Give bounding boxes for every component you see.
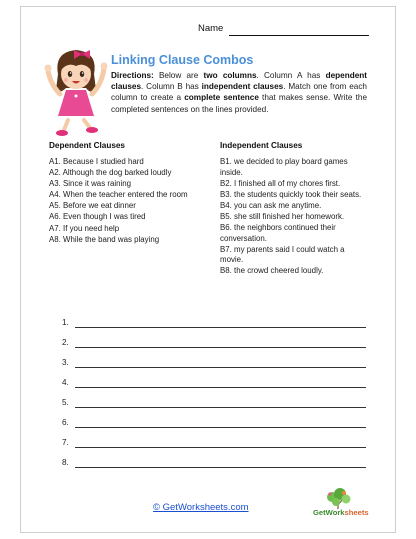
answer-line-2[interactable]	[62, 338, 366, 350]
clause-a6: A6. Even though I was tired	[49, 212, 146, 222]
dependent-clause-list	[49, 157, 219, 246]
clause-b2: B2. I finished all of my chores first.	[220, 178, 341, 188]
logo-word-1: GetWork	[313, 508, 345, 517]
directions-bold: independent clauses	[201, 82, 284, 92]
writing-line[interactable]	[75, 407, 366, 408]
directions-part: that makes sense. Write the completed sentences on the lines provided.	[111, 93, 367, 114]
answer-number: 2.	[62, 338, 69, 347]
directions-text	[111, 70, 367, 115]
writing-line[interactable]	[75, 327, 366, 328]
tree-logo-icon	[314, 487, 378, 527]
directions-part: . Column B has	[141, 82, 202, 92]
clause-a3: A3. Since it was raining	[49, 179, 132, 189]
writing-line[interactable]	[75, 387, 366, 388]
clause-a4: A4. When the teacher entered the room	[49, 190, 188, 200]
answer-line-6[interactable]	[62, 418, 366, 430]
answer-line-7[interactable]	[62, 438, 366, 450]
directions-part: . Column A has	[256, 71, 326, 80]
answer-number: 7.	[62, 438, 69, 447]
logo-wordmark	[313, 508, 369, 517]
directions-label: Directions:	[111, 71, 154, 80]
answer-number: 5.	[62, 398, 69, 407]
clause-a8: A8. While the band was playing	[49, 234, 160, 244]
name-line[interactable]	[229, 24, 369, 36]
writing-line[interactable]	[75, 367, 366, 368]
clause-a5: A5. Before we eat dinner	[49, 201, 136, 211]
answer-number: 6.	[62, 418, 69, 427]
directions-part: . Match one from each column to create a	[111, 82, 367, 103]
directions-part: Below are	[153, 71, 204, 80]
clause-b6: B6. the neighbors continued their conversation.	[220, 223, 336, 243]
column-a-heading: Dependent Clauses	[49, 141, 125, 150]
logo-word-2: sheets	[344, 508, 369, 517]
independent-clause-list	[220, 157, 362, 278]
answer-line-8[interactable]	[62, 458, 366, 470]
writing-line[interactable]	[75, 427, 366, 428]
clause-a2: A2. Although the dog barked loudly	[49, 168, 172, 178]
writing-line[interactable]	[75, 447, 366, 448]
clause-b1: B1. we decided to play board games inside.	[220, 157, 348, 177]
answer-line-1[interactable]	[62, 318, 366, 330]
copyright-link[interactable]: © GetWorksheets.com	[153, 502, 249, 513]
clause-b7: B7. my parents said I could watch a movie.	[220, 244, 345, 265]
clause-a1: A1. Because I studied hard	[49, 157, 144, 166]
clause-b8: B8. the crowd cheered loudly.	[220, 266, 324, 276]
answer-line-3[interactable]	[62, 358, 366, 370]
directions-bold: two columns	[203, 71, 257, 80]
clause-b3: B3. the students quickly took their seats.	[220, 189, 362, 199]
writing-line[interactable]	[75, 467, 366, 468]
directions-bold: dependent clauses	[111, 71, 367, 92]
column-b-heading: Independent Clauses	[220, 141, 303, 150]
name-label: Name	[198, 23, 224, 34]
answer-number: 8.	[62, 458, 69, 467]
name-field	[198, 23, 369, 35]
answer-line-4[interactable]	[62, 378, 366, 390]
answer-line-5[interactable]	[62, 398, 366, 410]
clause-a7: A7. If you need help	[49, 223, 120, 233]
answer-number: 1.	[62, 318, 69, 327]
answer-number: 4.	[62, 378, 69, 387]
directions-bold: complete sentence	[184, 93, 259, 103]
answer-number: 3.	[62, 358, 69, 367]
clause-b4: B4. you can ask me anytime.	[220, 200, 322, 210]
worksheet-title: Linking Clause Combos	[111, 53, 254, 67]
clause-b5: B5. she still finished her homework.	[220, 211, 345, 221]
writing-line[interactable]	[75, 347, 366, 348]
girl-illustration	[40, 44, 112, 139]
